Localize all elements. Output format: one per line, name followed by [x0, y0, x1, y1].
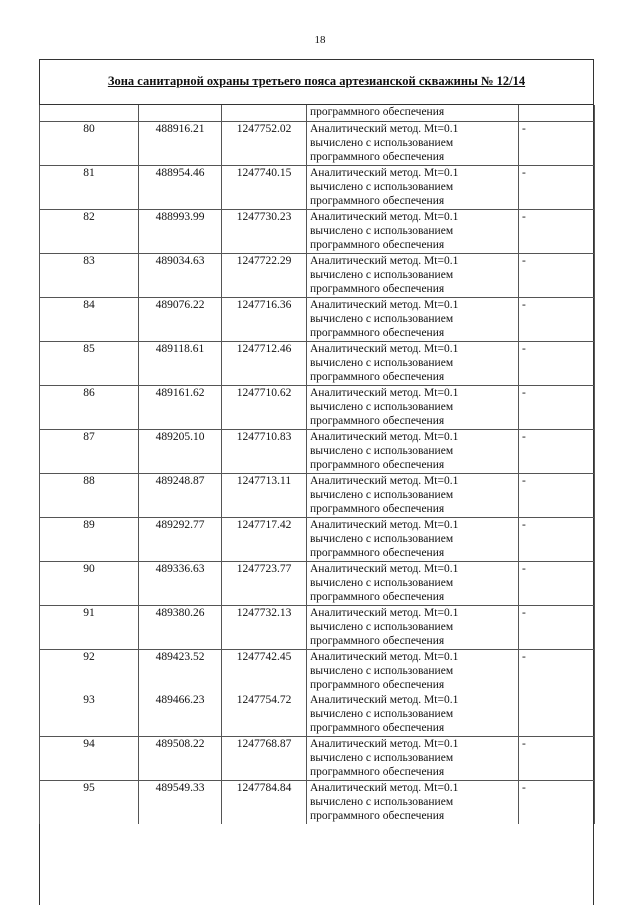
cell-y: 1247717.42 [222, 518, 307, 562]
method-line: вычислено с использованием [310, 357, 454, 369]
cell-num: 86 [40, 386, 139, 430]
table-row [40, 298, 595, 342]
method-line: программного обеспечения [310, 547, 445, 559]
cell-method [307, 122, 519, 166]
cell-y: 1247712.46 [222, 342, 307, 386]
cell-x: 489034.63 [139, 254, 222, 298]
table-row [40, 474, 595, 518]
method-line: Аналитический метод. Mt=0.1 [310, 519, 459, 531]
cell-method: программного обеспечения [307, 105, 519, 122]
cell-num: 88 [40, 474, 139, 518]
cell-num: 90 [40, 562, 139, 606]
coordinates-table-body [40, 105, 595, 824]
cell-num: 92 [40, 650, 139, 694]
cell-x [139, 105, 222, 122]
cell-method [307, 606, 519, 650]
cell-y: 1247730.23 [222, 210, 307, 254]
method-line: программного обеспечения [310, 679, 445, 691]
table-row [40, 254, 595, 298]
method-line: Аналитический метод. Mt=0.1 [310, 299, 459, 311]
table-row [40, 122, 595, 166]
table-title: Зона санитарной охраны третьего пояса артезианской скважины № 12/14 [107, 74, 526, 88]
table-row [40, 386, 595, 430]
cell-num: 89 [40, 518, 139, 562]
cell-note: - [519, 386, 595, 430]
method-line: программного обеспечения [310, 371, 445, 383]
cell-y: 1247740.15 [222, 166, 307, 210]
cell-num: 91 [40, 606, 139, 650]
table-row [40, 606, 595, 650]
method-line: программного обеспечения [310, 635, 445, 647]
method-line: вычислено с использованием [310, 708, 454, 720]
method-line: программного обеспечения [310, 766, 445, 778]
cell-method [307, 430, 519, 474]
cell-x: 488916.21 [139, 122, 222, 166]
method-line: вычислено с использованием [310, 796, 454, 808]
cell-num: 83 [40, 254, 139, 298]
cell-num [40, 105, 139, 122]
cell-num: 94 [40, 737, 139, 781]
method-line: вычислено с использованием [310, 577, 454, 589]
method-line: вычислено с использованием [310, 752, 454, 764]
cell-num: 87 [40, 430, 139, 474]
cell-note: - [519, 737, 595, 781]
table-row [40, 737, 595, 781]
cell-y: 1247710.83 [222, 430, 307, 474]
coordinates-table [39, 105, 595, 824]
cell-method [307, 474, 519, 518]
cell-x: 489248.87 [139, 474, 222, 518]
method-line: программного обеспечения [310, 283, 445, 295]
cell-method [307, 166, 519, 210]
method-line: вычислено с использованием [310, 137, 454, 149]
cell-y: 1247752.02 [222, 122, 307, 166]
cell-y: 1247713.11 [222, 474, 307, 518]
cell-note [519, 693, 595, 737]
cell-y: 1247722.29 [222, 254, 307, 298]
cell-x: 489076.22 [139, 298, 222, 342]
cell-num: 82 [40, 210, 139, 254]
cell-y: 1247754.72 [222, 693, 307, 737]
cell-note: - [519, 298, 595, 342]
cell-x: 489508.22 [139, 737, 222, 781]
cell-x: 489205.10 [139, 430, 222, 474]
method-line: вычислено с использованием [310, 445, 454, 457]
cell-method [307, 386, 519, 430]
method-line: вычислено с использованием [310, 181, 454, 193]
cell-note: - [519, 210, 595, 254]
cell-y: 1247784.84 [222, 781, 307, 825]
cell-num: 93 [40, 693, 139, 737]
method-line: программного обеспечения [310, 459, 445, 471]
cell-num: 85 [40, 342, 139, 386]
method-line: Аналитический метод. Mt=0.1 [310, 738, 459, 750]
cell-x: 489118.61 [139, 342, 222, 386]
method-line: Аналитический метод. Mt=0.1 [310, 607, 459, 619]
page-number: 18 [314, 34, 326, 46]
cell-y: 1247742.45 [222, 650, 307, 694]
method-line: Аналитический метод. Mt=0.1 [310, 167, 459, 179]
cell-y [222, 105, 307, 122]
cell-note: - [519, 650, 595, 694]
cell-method [307, 254, 519, 298]
table-row [40, 166, 595, 210]
cell-note: - [519, 781, 595, 825]
cell-x: 488954.46 [139, 166, 222, 210]
method-line: Аналитический метод. Mt=0.1 [310, 651, 459, 663]
method-line: Аналитический метод. Mt=0.1 [310, 343, 459, 355]
cell-note: - [519, 474, 595, 518]
method-line: Аналитический метод. Mt=0.1 [310, 387, 459, 399]
cell-x: 488993.99 [139, 210, 222, 254]
method-line: Аналитический метод. Mt=0.1 [310, 694, 459, 706]
method-line: Аналитический метод. Mt=0.1 [310, 211, 459, 223]
cell-note: - [519, 518, 595, 562]
table-row [40, 210, 595, 254]
method-line: вычислено с использованием [310, 533, 454, 545]
cell-num: 81 [40, 166, 139, 210]
cell-method [307, 342, 519, 386]
method-line: Аналитический метод. Mt=0.1 [310, 255, 459, 267]
table-row [40, 518, 595, 562]
method-line: программного обеспечения [310, 151, 445, 163]
method-line: программного обеспечения [310, 195, 445, 207]
method-line: вычислено с использованием [310, 621, 454, 633]
cell-method [307, 298, 519, 342]
cell-y: 1247710.62 [222, 386, 307, 430]
cell-note: - [519, 430, 595, 474]
cell-y: 1247723.77 [222, 562, 307, 606]
method-line: программного обеспечения [310, 503, 445, 515]
cell-x: 489423.52 [139, 650, 222, 694]
method-line: вычислено с использованием [310, 313, 454, 325]
cell-x: 489380.26 [139, 606, 222, 650]
table-row [40, 781, 595, 825]
cell-x: 489549.33 [139, 781, 222, 825]
cell-x: 489466.23 [139, 693, 222, 737]
method-line: программного обеспечения [310, 415, 445, 427]
cell-y: 1247716.36 [222, 298, 307, 342]
method-line: вычислено с использованием [310, 269, 454, 281]
cell-x: 489292.77 [139, 518, 222, 562]
method-line: Аналитический метод. Mt=0.1 [310, 782, 459, 794]
method-line: вычислено с использованием [310, 489, 454, 501]
cell-note: - [519, 562, 595, 606]
cell-num: 80 [40, 122, 139, 166]
method-line: Аналитический метод. Mt=0.1 [310, 431, 459, 443]
cell-y: 1247732.13 [222, 606, 307, 650]
method-line: программного обеспечения [310, 722, 445, 734]
cell-method [307, 781, 519, 825]
table-row [40, 562, 595, 606]
cell-num: 95 [40, 781, 139, 825]
method-line: Аналитический метод. Mt=0.1 [310, 123, 459, 135]
method-line: вычислено с использованием [310, 665, 454, 677]
cell-note: - [519, 342, 595, 386]
cell-num: 84 [40, 298, 139, 342]
table-row [40, 650, 595, 694]
table-title-box [39, 59, 594, 105]
method-line: вычислено с использованием [310, 401, 454, 413]
method-line: программного обеспечения [310, 810, 445, 822]
method-line: вычислено с использованием [310, 225, 454, 237]
cell-method [307, 562, 519, 606]
cell-method [307, 210, 519, 254]
table-row-continued [40, 105, 595, 122]
table-row [40, 342, 595, 386]
cell-note [519, 105, 595, 122]
cell-method [307, 518, 519, 562]
method-line: программного обеспечения [310, 327, 445, 339]
method-line: Аналитический метод. Mt=0.1 [310, 475, 459, 487]
cell-y: 1247768.87 [222, 737, 307, 781]
cell-x: 489161.62 [139, 386, 222, 430]
cell-method [307, 650, 519, 694]
method-line: программного обеспечения [310, 239, 445, 251]
cell-note: - [519, 254, 595, 298]
cell-note: - [519, 122, 595, 166]
cell-x: 489336.63 [139, 562, 222, 606]
cell-note: - [519, 606, 595, 650]
table-row [40, 693, 595, 737]
cell-method [307, 693, 519, 737]
method-line: Аналитический метод. Mt=0.1 [310, 563, 459, 575]
cell-method [307, 737, 519, 781]
cell-note: - [519, 166, 595, 210]
method-line: программного обеспечения [310, 591, 445, 603]
table-row [40, 430, 595, 474]
